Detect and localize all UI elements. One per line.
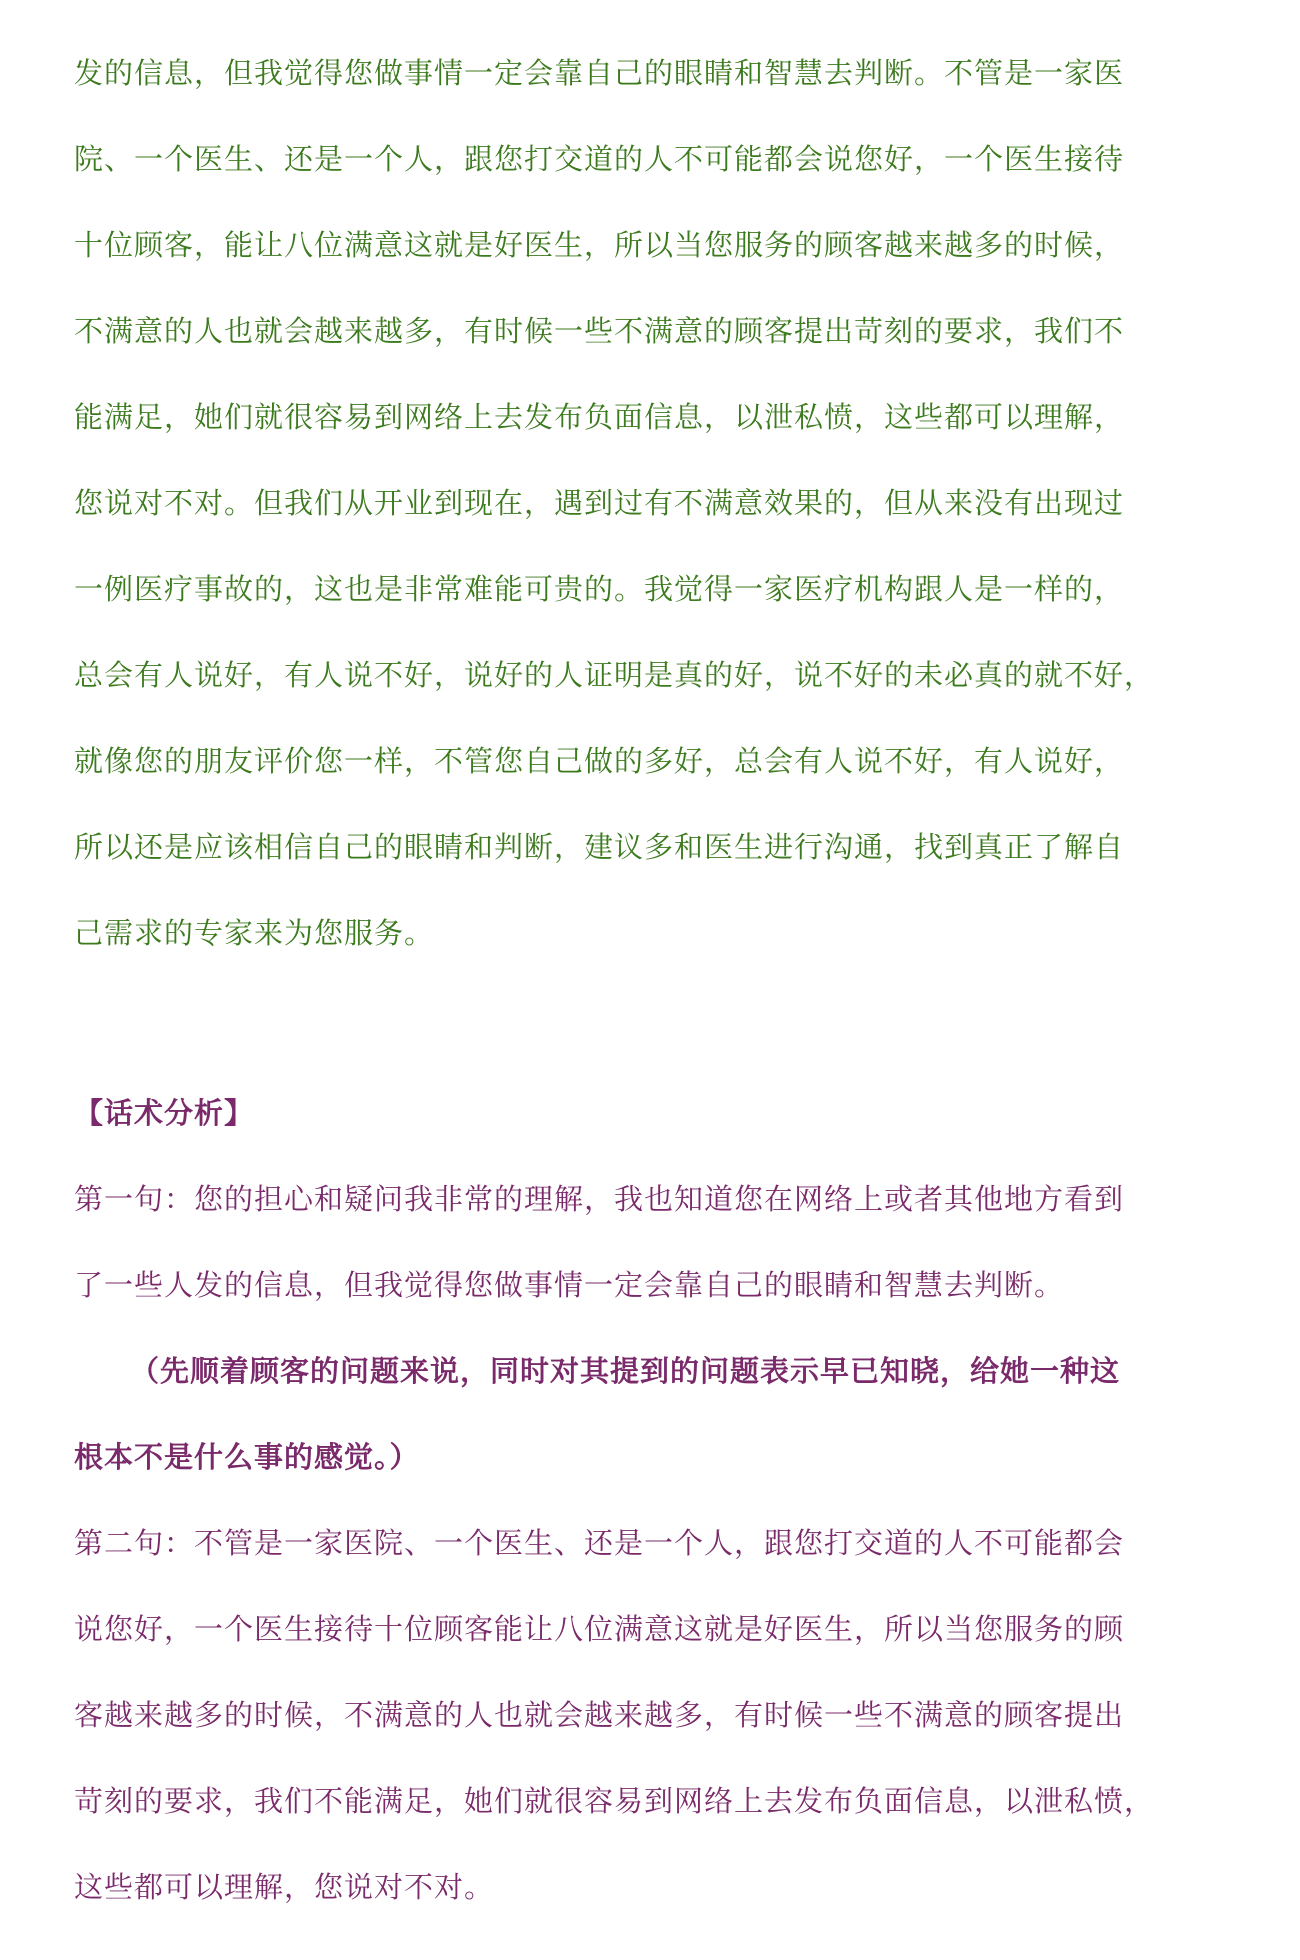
analysis-note xyxy=(74,1328,1234,1500)
body-line: 己需求的专家来为您服务。 xyxy=(74,916,435,950)
body-line: 总会有人说好，有人说不好，说好的人证明是真的好，说不好的未必真的就不好， xyxy=(74,658,1155,692)
body-line: 发的信息，但我觉得您做事情一定会靠自己的眼睛和智慧去判断。不管是一家医 xyxy=(74,56,1125,90)
body-line: 十位顾客，能让八位满意这就是好医生，所以当您服务的顾客越来越多的时候， xyxy=(74,228,1125,262)
analysis-heading: 【话术分析】 xyxy=(74,1096,255,1130)
body-line: 您说对不对。但我们从开业到现在，遇到过有不满意效果的，但从来没有出现过 xyxy=(74,486,1125,520)
body-line: 就像您的朋友评价您一样，不管您自己做的多好，总会有人说不好，有人说好， xyxy=(74,744,1125,778)
body-line: 一例医疗事故的，这也是非常难能可贵的。我觉得一家医疗机构跟人是一样的， xyxy=(74,572,1125,606)
body-line: 能满足，她们就很容易到网络上去发布负面信息，以泄私愤，这些都可以理解， xyxy=(74,400,1125,434)
analysis-line: 第一句：您的担心和疑问我非常的理解，我也知道您在网络上或者其他地方看到 xyxy=(74,1182,1125,1216)
note-line: 根本不是什么事的感觉。） xyxy=(74,1440,420,1474)
section-spacer xyxy=(74,976,1234,1070)
note-line: （先顺着顾客的问题来说，同时对其提到的问题表示早已知晓，给她一种这 xyxy=(130,1354,1121,1388)
body-line: 不满意的人也就会越来越多，有时候一些不满意的顾客提出苛刻的要求，我们不 xyxy=(74,314,1125,348)
body-line: 所以还是应该相信自己的眼睛和判断，建议多和医生进行沟通，找到真正了解自 xyxy=(74,830,1125,864)
second-sentence-block xyxy=(74,1500,1234,1930)
document-page xyxy=(74,30,1234,1930)
analysis-line: 第二句：不管是一家医院、一个医生、还是一个人，跟您打交道的人不可能都会 xyxy=(74,1526,1125,1560)
analysis-line: 客越来越多的时候，不满意的人也就会越来越多，有时候一些不满意的顾客提出 xyxy=(74,1698,1125,1732)
analysis-line: 这些都可以理解，您说对不对。 xyxy=(74,1870,495,1904)
analysis-section xyxy=(74,1070,1234,1930)
body-line: 院、一个医生、还是一个人，跟您打交道的人不可能都会说您好，一个医生接待 xyxy=(74,142,1125,176)
analysis-line: 了一些人发的信息，但我觉得您做事情一定会靠自己的眼睛和智慧去判断。 xyxy=(74,1268,1065,1302)
analysis-line: 说您好，一个医生接待十位顾客能让八位满意这就是好医生，所以当您服务的顾 xyxy=(74,1612,1125,1646)
first-sentence-block xyxy=(74,1156,1234,1328)
analysis-line: 苛刻的要求，我们不能满足，她们就很容易到网络上去发布负面信息，以泄私愤， xyxy=(74,1784,1155,1818)
body-paragraph xyxy=(74,30,1234,976)
